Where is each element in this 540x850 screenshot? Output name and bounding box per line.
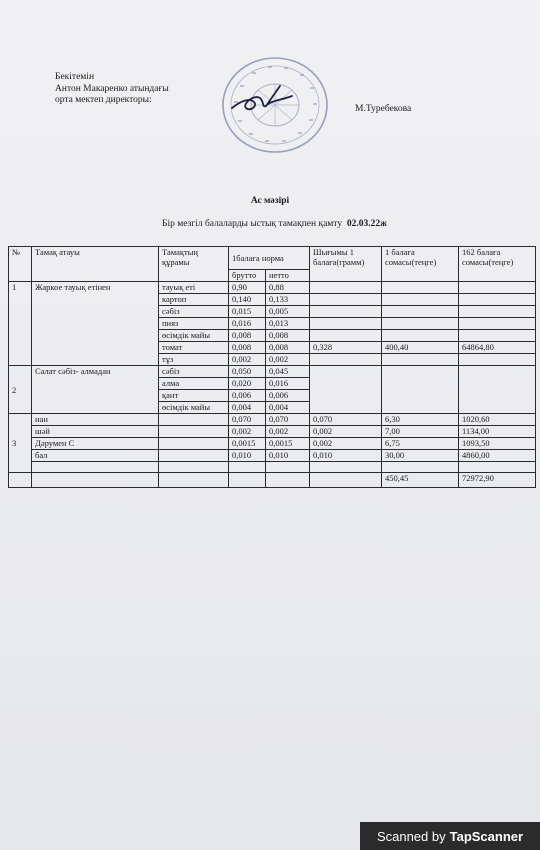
table-row	[9, 462, 536, 473]
gross-value: 0,020	[229, 378, 266, 390]
menu-table	[8, 246, 536, 488]
cost-162-value: 1093,50	[459, 438, 536, 450]
output-value: 0,002	[310, 438, 382, 450]
gross-value: 0,0015	[229, 438, 266, 450]
ingredient: тұз	[159, 354, 229, 366]
group1-output: 0,328	[310, 342, 382, 354]
net-value: 0,045	[266, 366, 310, 378]
header-cost-one: 1 балаға сомасы(теңге)	[382, 247, 459, 282]
net-value: 0,070	[266, 414, 310, 426]
gross-value: 0,015	[229, 306, 266, 318]
header-composition: Тамақтың құрамы	[159, 247, 229, 282]
ingredient: өсімдік майы	[159, 330, 229, 342]
menu-title: Ас мәзірі	[250, 196, 290, 206]
ingredient: картоп	[159, 294, 229, 306]
gross-value: 0,006	[229, 390, 266, 402]
menu-subtitle	[162, 219, 387, 229]
gross-value: 0,004	[229, 402, 266, 414]
totals-row	[9, 473, 536, 488]
net-value: 0,002	[266, 426, 310, 438]
group1-number: 1	[9, 282, 32, 366]
net-value: 0,005	[266, 306, 310, 318]
cost-162-value: 4860,00	[459, 450, 536, 462]
approval-line-1: Бекітемін	[55, 72, 95, 82]
ingredient: томат	[159, 342, 229, 354]
gross-value: 0,016	[229, 318, 266, 330]
gross-value: 0,050	[229, 366, 266, 378]
net-value: 0,013	[266, 318, 310, 330]
gross-value: 0,008	[229, 342, 266, 354]
table-row	[9, 414, 536, 426]
net-value: 0,0015	[266, 438, 310, 450]
gross-value: 0,070	[229, 414, 266, 426]
director-signature-icon	[228, 78, 298, 118]
header-norm: 1балаға норма	[229, 247, 310, 270]
ingredient: пияз	[159, 318, 229, 330]
dish-name: бал	[32, 450, 159, 462]
ingredient: қант	[159, 390, 229, 402]
output-value: 0,002	[310, 426, 382, 438]
header-output: Шығымы 1 балаға(грамм)	[310, 247, 382, 282]
cost-162-value: 1134,00	[459, 426, 536, 438]
director-name: М.Туребекова	[355, 104, 412, 114]
table-row	[9, 426, 536, 438]
header-number: №	[9, 247, 32, 282]
header-gross: брутто	[229, 270, 266, 282]
gross-value: 0,002	[229, 354, 266, 366]
subtitle-text: Бір мезгіл балаларды ыстық тамақпен қамту	[162, 219, 343, 229]
group1-dish: Жаркое тауық етінен	[32, 282, 159, 366]
net-value: 0,016	[266, 378, 310, 390]
gross-value: 0,010	[229, 450, 266, 462]
dish-name: Дәрумен С	[32, 438, 159, 450]
gross-value: 0,008	[229, 330, 266, 342]
gross-value: 0,002	[229, 426, 266, 438]
watermark-brand: TapScanner	[449, 828, 524, 844]
cost-one-value: 7,00	[382, 426, 459, 438]
output-value: 0,070	[310, 414, 382, 426]
ingredient: сәбіз	[159, 366, 229, 378]
table-row	[9, 438, 536, 450]
net-value: 0,008	[266, 342, 310, 354]
net-value: 0,008	[266, 330, 310, 342]
table-row	[9, 450, 536, 462]
group1-cost-one: 400,40	[382, 342, 459, 354]
net-value: 0,004	[266, 402, 310, 414]
ingredient: өсімдік майы	[159, 402, 229, 414]
cost-one-value: 6,30	[382, 414, 459, 426]
dish-name: шәй	[32, 426, 159, 438]
header-dish-name: Тамақ атауы	[32, 247, 159, 282]
total-cost-162: 72972,90	[459, 473, 536, 488]
header-cost-162: 162 балаға сомасы(теңге)	[459, 247, 536, 282]
table-row	[9, 282, 536, 294]
ingredient: тауық еті	[159, 282, 229, 294]
gross-value: 0,140	[229, 294, 266, 306]
ingredient: алма	[159, 378, 229, 390]
watermark-prefix: Scanned by	[376, 828, 446, 844]
ingredient: сәбіз	[159, 306, 229, 318]
cost-162-value: 1020,60	[459, 414, 536, 426]
header-net: нетто	[266, 270, 310, 282]
approval-block	[55, 72, 169, 107]
group1-cost-162: 64864,80	[459, 342, 536, 354]
net-value: 0,010	[266, 450, 310, 462]
scanner-watermark	[360, 822, 540, 850]
net-value: 0,133	[266, 294, 310, 306]
group3-number: 3	[9, 414, 32, 473]
approval-line-3: орта мектеп директоры:	[55, 95, 152, 105]
total-cost-one: 450,45	[382, 473, 459, 488]
approval-line-2: Антон Макаренко атындағы	[55, 83, 169, 94]
menu-date: 02.03.22ж	[346, 219, 387, 229]
net-value: 0,88	[266, 282, 310, 294]
cost-one-value: 30,00	[382, 450, 459, 462]
output-value: 0,010	[310, 450, 382, 462]
table-row	[9, 366, 536, 378]
table-header-row	[9, 247, 536, 270]
group2-number: 2	[9, 366, 32, 414]
gross-value: 0,90	[229, 282, 266, 294]
cost-one-value: 6,75	[382, 438, 459, 450]
dish-name: нан	[32, 414, 159, 426]
net-value: 0,006	[266, 390, 310, 402]
group2-dish: Салат сәбіз- алмадан	[32, 366, 159, 414]
net-value: 0,002	[266, 354, 310, 366]
